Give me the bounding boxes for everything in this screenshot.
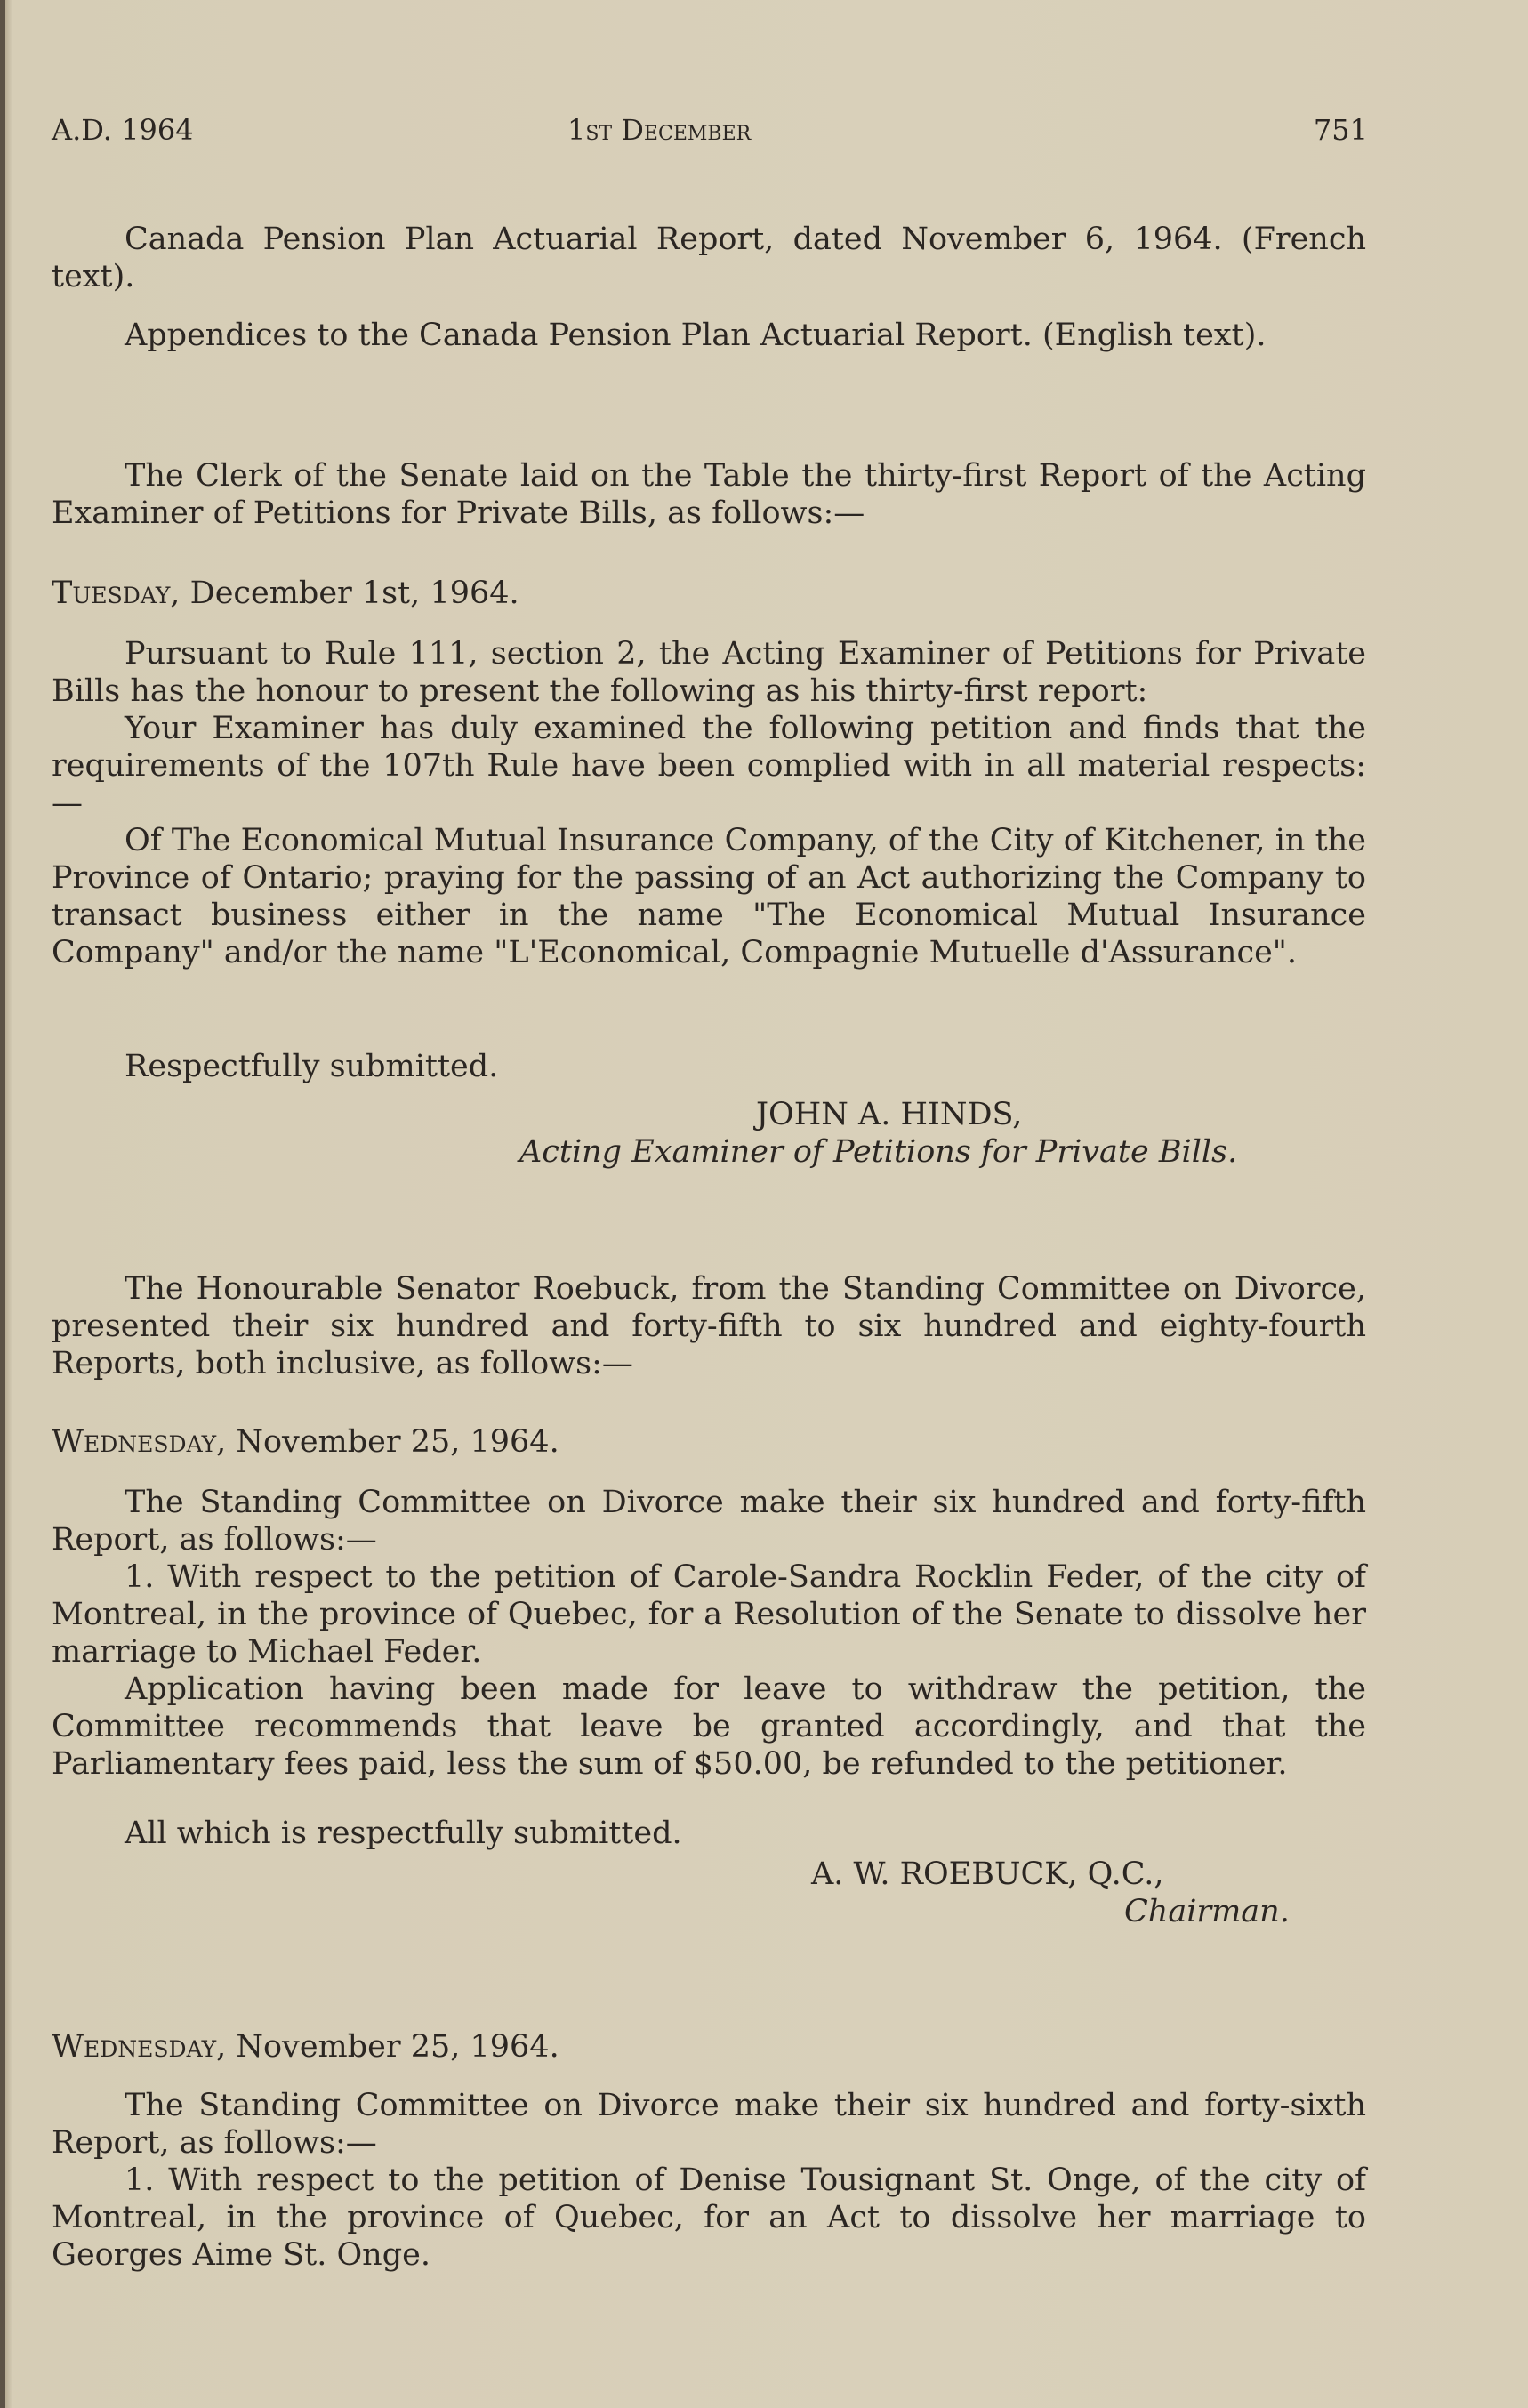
dateline-3 (52, 2028, 1292, 2066)
paragraph-roebuck (52, 1270, 1366, 1382)
dateline-date: November 25, 1964. (226, 1424, 559, 1460)
paragraph-pursuant (52, 635, 1366, 971)
paragraph-respectfully (52, 1048, 1366, 1085)
paragraph-text: 1. With respect to the petition of Carole-Sandra Rocklin Feder, of the city of Montreal, in the province of Quebec, for a Resolution of the Senate to dissolve her marriage to Michael Feder. (52, 1559, 1366, 1670)
paragraph-appendices (52, 317, 1366, 354)
paragraph-646th-report (52, 2087, 1366, 2274)
paragraph-text: All which is respectfully submitted. (125, 1816, 682, 1851)
paragraph-text: Your Examiner has duly examined the following petition and finds that the requirements of the 107th Rule have been complied with in all material respects:— (52, 711, 1366, 821)
paragraph-text: 1. With respect to the petition of Denise Tousignant St. Onge, of the city of Montreal, in the province of Quebec, for an Act to dissolve her marriage to Georges Aime St. Onge. (52, 2162, 1366, 2273)
paragraph-text: The Standing Committee on Divorce make their six hundred and forty-fifth Report, as follows:— (52, 1485, 1366, 1558)
paragraph-text: The Standing Committee on Divorce make their six hundred and forty-sixth Report, as follows:— (52, 2088, 1366, 2161)
paragraph-text: Application having been made for leave to withdraw the petition, the Committee recommends that leave be granted accordingly, and that the Parliamentary fees paid, less the sum of $50.00, be refunded to the petitioner. (52, 1671, 1366, 1782)
paragraph-french-report (52, 221, 1366, 295)
paragraph-all-which (52, 1815, 1366, 1852)
dateline-day: Tuesday, (52, 576, 181, 611)
paragraph-text: Appendices to the Canada Pension Plan Actuarial Report. (English text). (125, 318, 1267, 353)
paragraph-text: The Honourable Senator Roebuck, from the Standing Committee on Divorce, presented their six hundred and forty-fifth to six hundred and eighty-fourth Reports, both inclusive, as follows:— (52, 1271, 1366, 1381)
dateline-day: Wednesday, (52, 1424, 227, 1460)
paragraph-text: Pursuant to Rule 111, section 2, the Acting Examiner of Petitions for Private Bills has the honour to present the following as his thirty-first report: (52, 636, 1366, 709)
dateline-1 (52, 575, 1292, 612)
signature-name-2: A. W. ROEBUCK, Q.C., (811, 1856, 1164, 1892)
header-date: 1st December (567, 113, 752, 147)
paragraph-text: Canada Pension Plan Actuarial Report, dated November 6, 1964. (French text). (52, 221, 1366, 294)
running-header (52, 112, 1368, 148)
page-number: 751 (1313, 113, 1368, 147)
dateline-date: December 1st, 1964. (180, 576, 519, 611)
dateline-2 (52, 1423, 1292, 1461)
paragraph-text: Respectfully submitted. (125, 1049, 499, 1084)
dateline-date: November 25, 1964. (226, 2029, 559, 2065)
header-year: A.D. 1964 (52, 113, 194, 147)
paragraph-text: Of The Economical Mutual Insurance Company, of the City of Kitchener, in the Province of Ontario; praying for the passing of an Act authorizing the Company to transact business either in the name "The Economical Mutual Insurance Company" and/or the name "L'Economical, Compagnie Mutuelle d'Assurance". (52, 823, 1366, 970)
signature-title-1: Acting Examiner of Petitions for Private Bills. (519, 1134, 1238, 1170)
signature-name-1: JOHN A. HINDS, (756, 1097, 1023, 1132)
dateline-day: Wednesday, (52, 2029, 227, 2065)
paragraph-645th-report (52, 1484, 1366, 1783)
book-spine-edge (0, 0, 5, 2408)
paragraph-clerk (52, 457, 1366, 532)
signature-title-2: Chairman. (1124, 1894, 1290, 1929)
paragraph-text: The Clerk of the Senate laid on the Table the thirty-first Report of the Acting Examiner of Petitions for Private Bills, as follows:— (52, 458, 1366, 531)
